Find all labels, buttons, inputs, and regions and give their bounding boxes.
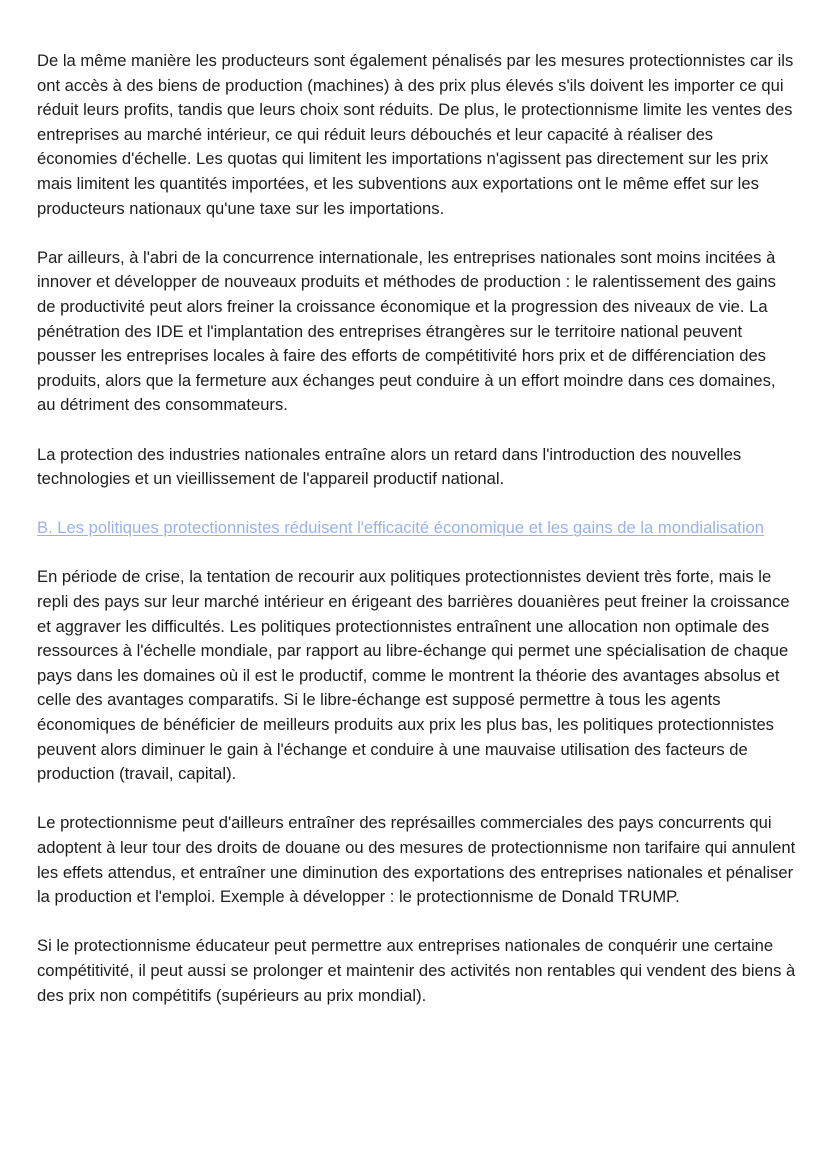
document-page — [37, 49, 797, 1033]
paragraph-concurrence: Par ailleurs, à l'abri de la concurrence internationale, les entreprises nationales sont moins incitées à innover et développer de nouveaux produits et méthodes de production : le ralentissement des gains de productivité peut alors freiner la croissance économique et la progression des niveaux de vie. La pénétration des IDE et l'implantation des entreprises étrangères sur le territoire national peuvent pousser les entreprises locales à faire des efforts de compétitivité hors prix et de différenciation des produits, alors que la fermeture aux échanges peut conduire à un effort moindre dans ces domaines, au détriment des consommateurs. — [37, 247, 776, 415]
paragraph-periode-crise: En période de crise, la tentation de recourir aux politiques protectionnistes devient très forte, mais le repli des pays sur leur marché intérieur en érigeant des barrières douanières peut freiner la croissance et aggraver les difficultés. Les politiques protectionnistes entraînent une allocation non optimale des ressources à l'échelle mondiale, par rapport au libre-échange qui permet une spécialisation de chaque pays dans les domaines où il est le productif, comme le montrent la théorie des avantages absolus et celle des avantages comparatifs. Si le libre-échange est supposé permettre à tous les agents économiques de bénéficier de meilleurs produits aux prix les plus bas, les politiques protectionnistes peuvent alors diminuer le gain à l'échange et conduire à une mauvaise utilisation des facteurs de production (travail, capital). — [37, 567, 790, 784]
paragraph-protectionnisme-educateur: Si le protectionnisme éducateur peut permettre aux entreprises nationales de conquérir une certaine compétitivité, il peut aussi se prolonger et maintenir des activités non rentables qui vendent des biens à des prix non compétitifs (supérieurs au prix mondial). — [37, 936, 796, 1005]
paragraph-producteurs: De la même manière les producteurs sont également pénalisés par les mesures protectionnistes car ils ont accès à des biens de production (machines) à des prix plus élevés s'ils doivent les importer ce qui réduit leurs profits, tandis que leurs choix sont réduits. De plus, le protectionnisme limite les ventes des entreprises au marché intérieur, ce qui réduit leurs débouchés et leur capacité à réaliser des économies d'échelle. Les quotas qui limitent les importations n'agissent pas directement sur les prix mais limitent les quantités importées, et les subventions aux exportations ont le même effet sur les producteurs nationaux qu'une taxe sur les importations. — [37, 51, 794, 218]
paragraph-represailles: Le protectionnisme peut d'ailleurs entraîner des représailles commerciales des pays concurrents qui adoptent à leur tour des droits de douane ou des mesures de protectionnisme non tarifaire qui annulent les effets attendus, et entraîner une diminution des exportations des entreprises nationales et pénaliser la production et l'emploi. Exemple à développer : le protectionnisme de Donald TRUMP. — [37, 813, 796, 907]
section-heading-link[interactable]: B. Les politiques protectionnistes réduisent l'efficacité économique et les gains de la mondialisation — [37, 518, 764, 538]
paragraph-retard-technologique: La protection des industries nationales entraîne alors un retard dans l'introduction des nouvelles technologies et un vieillissement de l'appareil productif national. — [37, 444, 742, 489]
